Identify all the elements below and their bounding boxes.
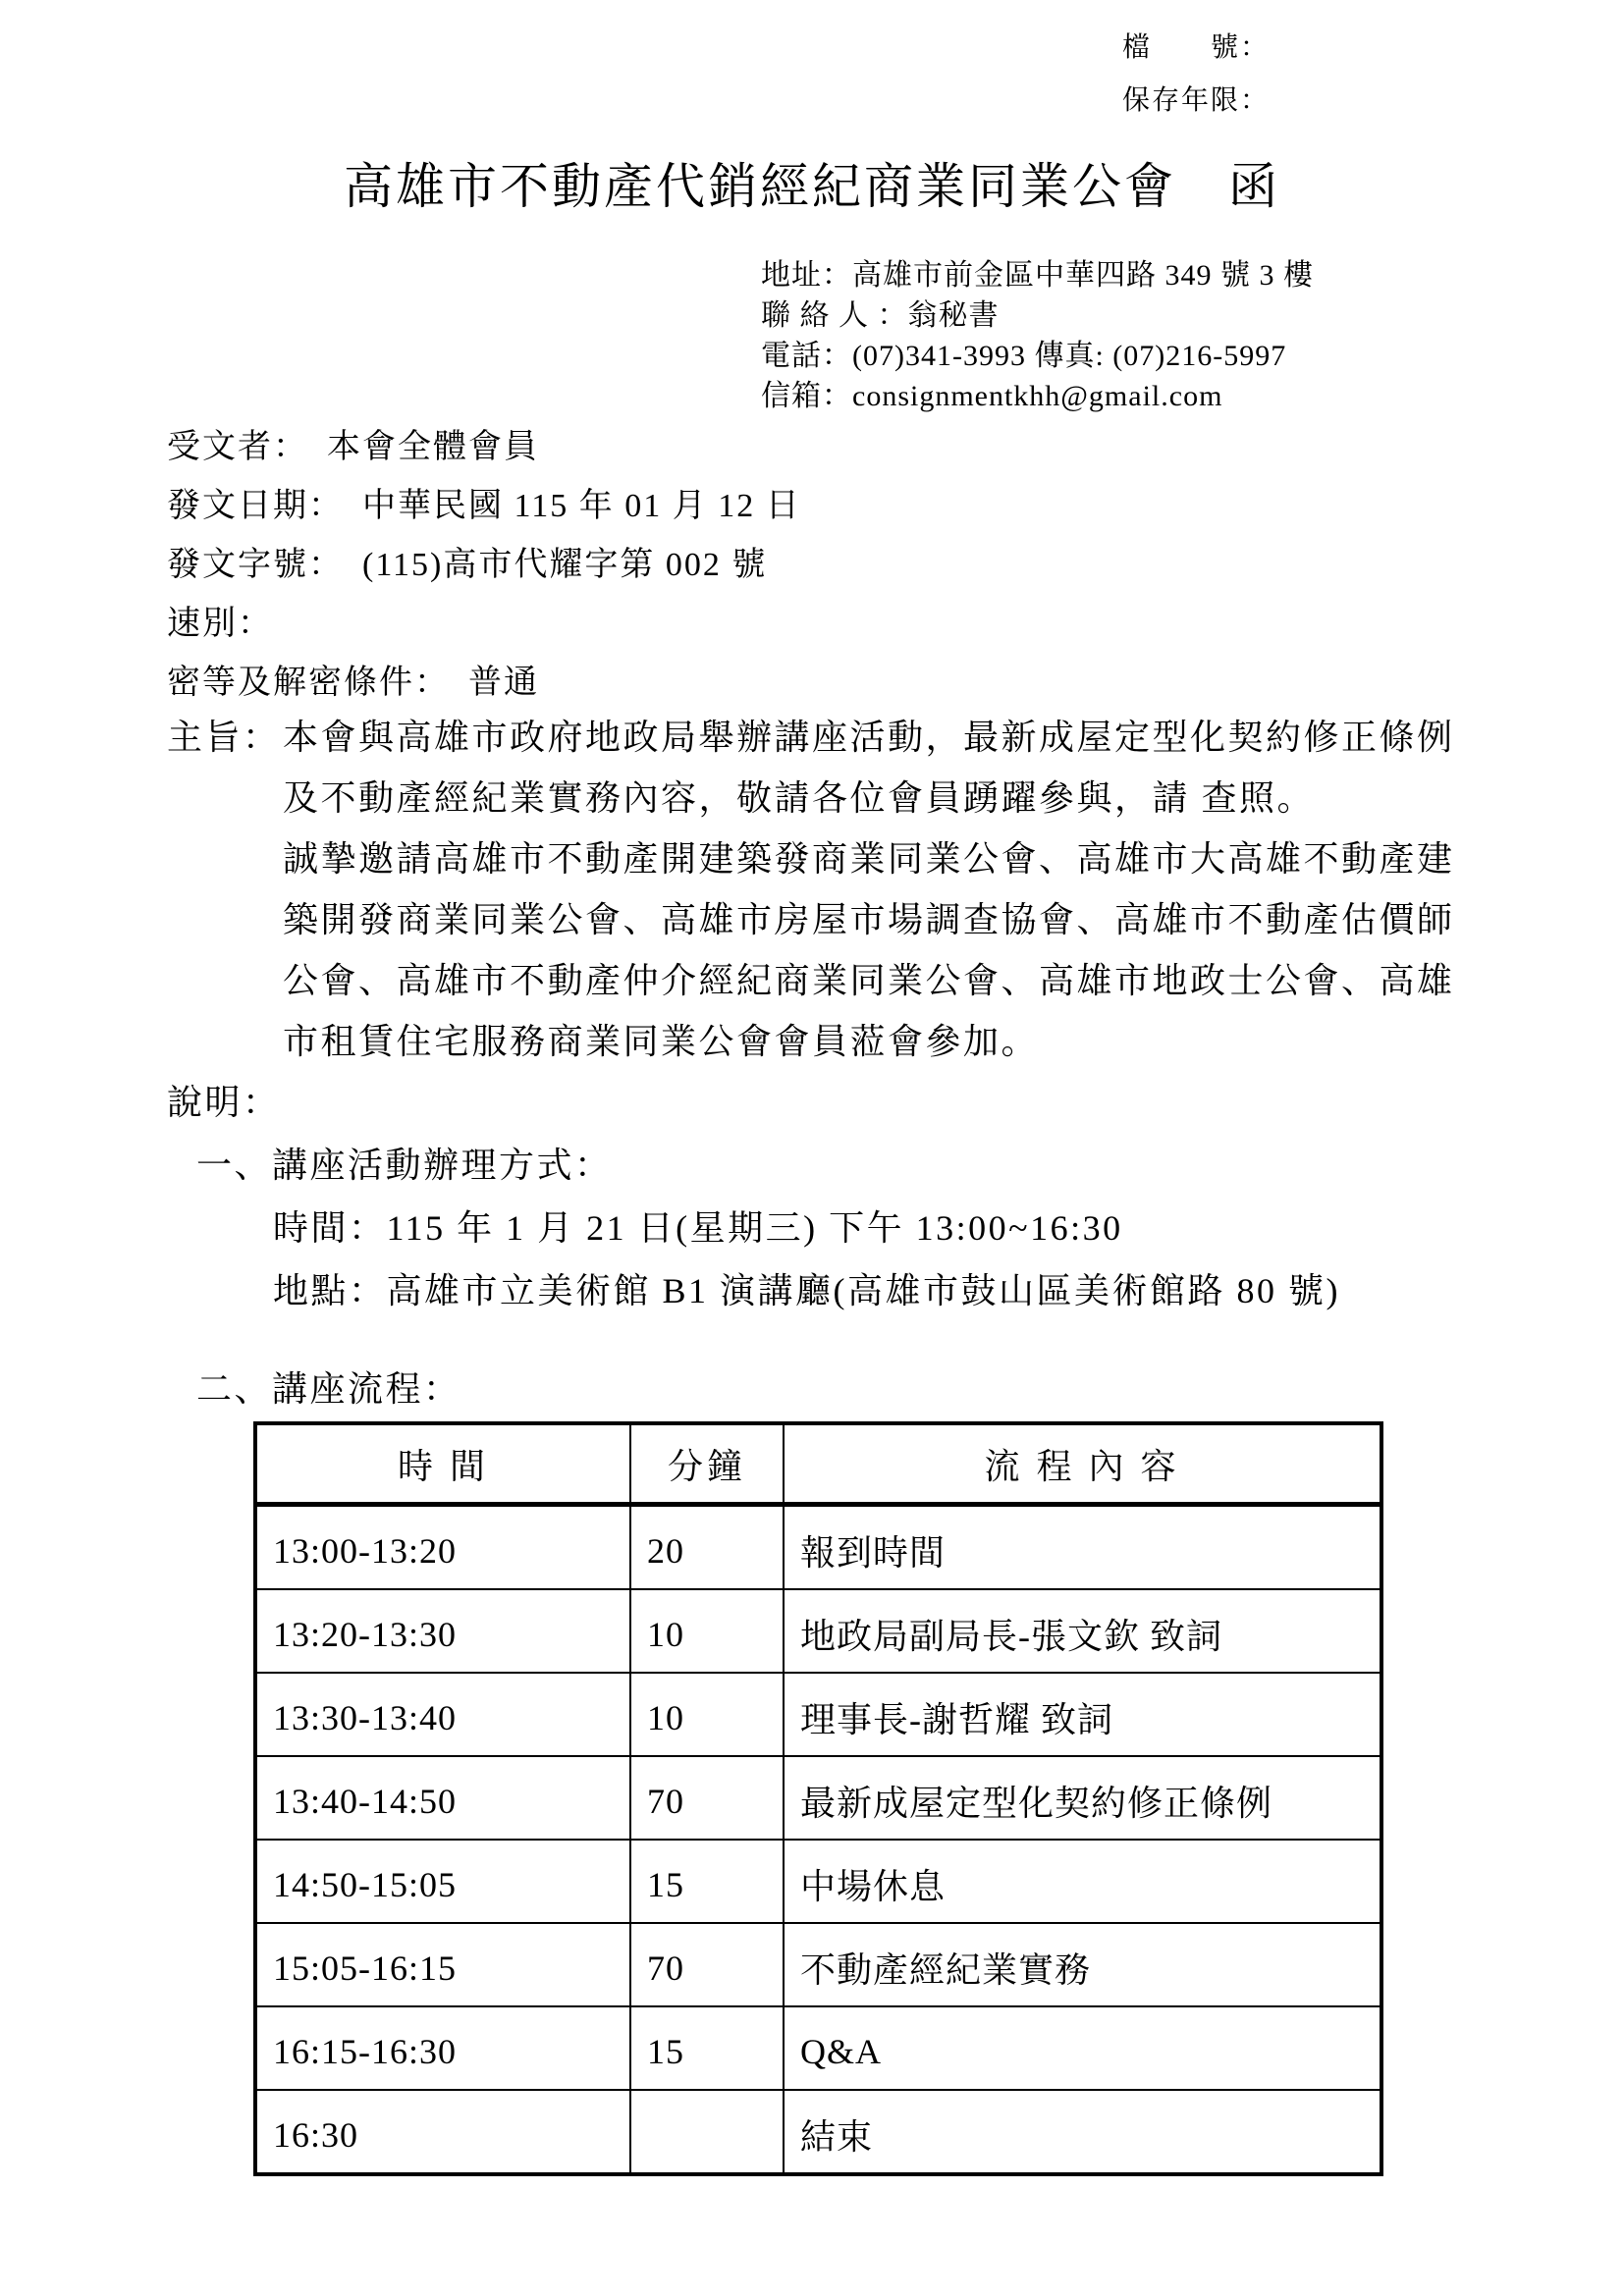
- subject-line: 誠摯邀請高雄市不動產開建築發商業同業公會、高雄市大高雄不動產建: [283, 839, 1455, 879]
- cell-minutes: 15: [630, 1840, 784, 1923]
- cell-time: 13:00-13:20: [255, 1505, 630, 1590]
- cell-minutes: 20: [630, 1505, 784, 1590]
- issue-date-line: 發文日期： 中華民國 115 年 01 月 12 日: [167, 488, 801, 524]
- table-row: [255, 2006, 1381, 2090]
- cell-time: 16:15-16:30: [255, 2006, 630, 2090]
- subject-text: [283, 707, 1455, 1072]
- file-number-block: [1122, 22, 1270, 128]
- cell-content: 報到時間: [784, 1505, 1381, 1590]
- description-item2-heading: 二、講座流程：: [196, 1369, 461, 1409]
- schedule-table: [253, 1421, 1383, 2176]
- table-row: [255, 1505, 1381, 1590]
- subject-label: 主旨：: [167, 718, 281, 757]
- contact-phone-fax: 電話：(07)341-3993 傳真: (07)216-5997: [761, 340, 1287, 372]
- table-row: [255, 1589, 1381, 1673]
- schedule-header-row: [255, 1423, 1381, 1505]
- cell-content: 中場休息: [784, 1840, 1381, 1923]
- description-label: 說明：: [167, 1083, 281, 1122]
- doc-number-line: 發文字號： (115)高市代耀字第 002 號: [167, 547, 768, 583]
- col-header-content: 流 程 內 容: [784, 1423, 1381, 1505]
- subject-line: 本會與高雄市政府地政局舉辦講座活動，最新成屋定型化契約修正條例: [283, 718, 1455, 757]
- table-row: [255, 1673, 1381, 1756]
- cell-content: 結束: [784, 2090, 1381, 2174]
- event-time-line: 時間：115 年 1 月 21 日(星期三) 下午 13:00~16:30: [273, 1208, 1123, 1248]
- subject-line: 及不動產經紀業實務內容，敬請各位會員踴躍參與，請 查照。: [283, 778, 1316, 818]
- cell-minutes: 70: [630, 1923, 784, 2006]
- cell-time: 13:30-13:40: [255, 1673, 630, 1756]
- recipient-line: 受文者： 本會全體會員: [167, 429, 539, 465]
- event-place-line: 地點：高雄市立美術館 B1 演講廳(高雄市鼓山區美術館路 80 號): [273, 1271, 1340, 1310]
- cell-content: 地政局副局長-張文欽 致詞: [784, 1589, 1381, 1673]
- cell-minutes: 70: [630, 1756, 784, 1840]
- subject-line: 公會、高雄市不動產仲介經紀商業同業公會、高雄市地政士公會、高雄: [283, 961, 1455, 1000]
- cell-minutes: 15: [630, 2006, 784, 2090]
- cell-time: 15:05-16:15: [255, 1923, 630, 2006]
- cell-time: 16:30: [255, 2090, 630, 2174]
- cell-time: 13:40-14:50: [255, 1756, 630, 1840]
- contact-email: 信箱：consignmentkhh@gmail.com: [761, 380, 1223, 412]
- table-row: [255, 1923, 1381, 2006]
- col-header-minutes: 分鐘: [630, 1423, 784, 1505]
- cell-content: Q&A: [784, 2006, 1381, 2090]
- security-line: 密等及解密條件： 普通: [167, 665, 539, 701]
- retention-period-label: 保存年限：: [1122, 85, 1271, 116]
- cell-minutes: 10: [630, 1673, 784, 1756]
- file-number-label: 檔 號：: [1122, 32, 1271, 63]
- subject-block: [167, 707, 1455, 1072]
- meta-block: [167, 418, 801, 713]
- table-row: [255, 1840, 1381, 1923]
- cell-minutes: 10: [630, 1589, 784, 1673]
- cell-time: 13:20-13:30: [255, 1589, 630, 1673]
- cell-content: 不動產經紀業實務: [784, 1923, 1381, 2006]
- cell-time: 14:50-15:05: [255, 1840, 630, 1923]
- col-header-time: 時 間: [255, 1423, 630, 1505]
- table-row: [255, 1756, 1381, 1840]
- description-item1-heading: 一、講座活動辦理方式：: [196, 1146, 613, 1185]
- document-title: 高雄市不動產代銷經紀商業同業公會 函: [344, 159, 1280, 214]
- subject-line: 築開發商業同業公會、高雄市房屋市場調查協會、高雄市不動產估價師: [283, 900, 1455, 939]
- subject-line: 市租賃住宅服務商業同業公會會員蒞會參加。: [283, 1022, 1040, 1061]
- cell-content: 最新成屋定型化契約修正條例: [784, 1756, 1381, 1840]
- contact-block: [761, 255, 1314, 416]
- cell-minutes: [630, 2090, 784, 2174]
- speed-line: 速別：: [167, 606, 273, 642]
- contact-person: 聯 絡 人 ：翁秘書: [761, 299, 1000, 332]
- contact-address: 地址：高雄市前金區中華四路 349 號 3 樓: [761, 259, 1314, 292]
- table-row: [255, 2090, 1381, 2174]
- cell-content: 理事長-謝哲耀 致詞: [784, 1673, 1381, 1756]
